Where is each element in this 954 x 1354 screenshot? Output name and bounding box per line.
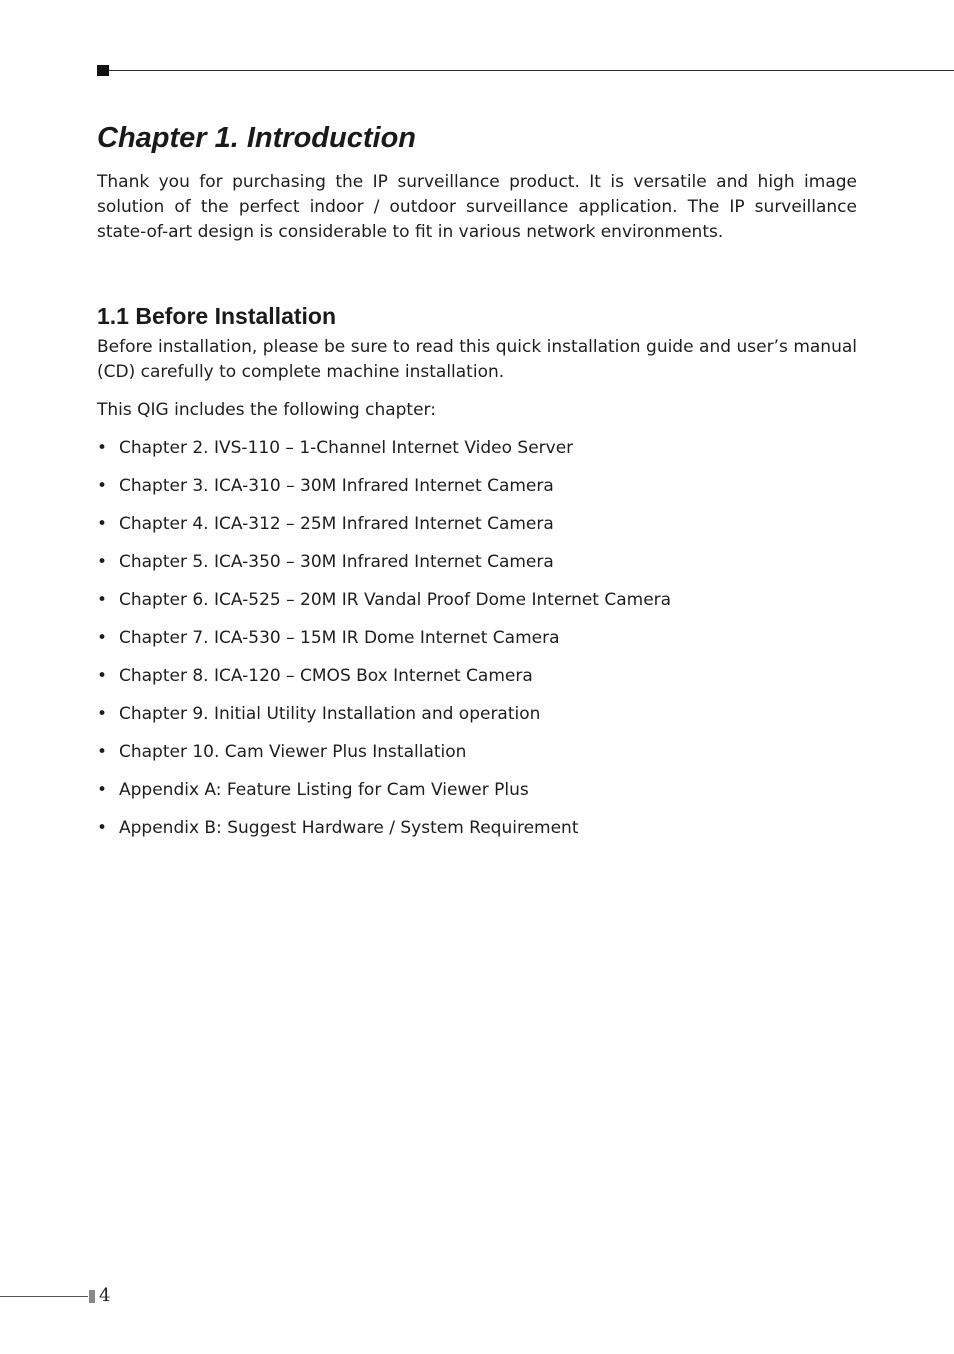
bullet-icon: • — [97, 552, 108, 572]
section-title: 1.1 Before Installation — [97, 303, 337, 329]
bullet-icon: • — [97, 628, 108, 648]
list-item-text: Chapter 5. ICA-350 – 30M Infrared Internet Camera — [119, 552, 554, 572]
list-item — [97, 664, 857, 689]
bullet-icon: • — [97, 590, 108, 610]
chapter-list — [97, 436, 857, 841]
footer-marker — [89, 1290, 95, 1303]
footer-rule — [0, 1296, 88, 1297]
list-item — [97, 588, 857, 613]
bullet-icon: • — [97, 742, 108, 762]
section-paragraph-2: This QIG includes the following chapter: — [97, 400, 436, 420]
page-number: 4 — [99, 1285, 111, 1306]
list-item-text: Appendix A: Feature Listing for Cam Viewer Plus — [119, 780, 529, 800]
list-item — [97, 436, 857, 461]
list-item — [97, 512, 857, 537]
header-rule — [97, 70, 954, 71]
chapter-intro: Thank you for purchasing the IP surveillance product. It is versatile and high image solution of the perfect indoor / outdoor surveillance application. The IP surveillance state-of-art design is considerable to fit in various network environments. — [97, 172, 857, 242]
list-item — [97, 816, 857, 841]
bullet-icon: • — [97, 818, 108, 838]
list-item-text: Chapter 8. ICA-120 – CMOS Box Internet Camera — [119, 666, 533, 686]
bullet-icon: • — [97, 780, 108, 800]
list-item — [97, 474, 857, 499]
list-item-text: Chapter 9. Initial Utility Installation and operation — [119, 704, 541, 724]
bullet-icon: • — [97, 514, 108, 534]
list-item-text: Chapter 6. ICA-525 – 20M IR Vandal Proof Dome Internet Camera — [119, 590, 672, 610]
list-item-text: Chapter 7. ICA-530 – 15M IR Dome Internet Camera — [119, 628, 560, 648]
list-item — [97, 626, 857, 651]
bullet-icon: • — [97, 666, 108, 686]
list-item — [97, 550, 857, 575]
list-item — [97, 702, 857, 727]
list-item-text: Chapter 10. Cam Viewer Plus Installation — [119, 742, 467, 762]
list-item-text: Chapter 3. ICA-310 – 30M Infrared Internet Camera — [119, 476, 554, 496]
list-item — [97, 778, 857, 803]
section-paragraph-1: Before installation, please be sure to read this quick installation guide and user’s manual (CD) carefully to complete machine installation. — [97, 337, 857, 382]
bullet-icon: • — [97, 438, 108, 458]
page-content — [97, 118, 857, 854]
bullet-icon: • — [97, 704, 108, 724]
header-square-marker — [97, 65, 109, 76]
list-item — [97, 740, 857, 765]
list-item-text: Appendix B: Suggest Hardware / System Requirement — [119, 818, 579, 838]
bullet-icon: • — [97, 476, 108, 496]
list-item-text: Chapter 4. ICA-312 – 25M Infrared Internet Camera — [119, 514, 554, 534]
list-item-text: Chapter 2. IVS-110 – 1-Channel Internet Video Server — [119, 438, 574, 458]
chapter-title: Chapter 1. Introduction — [97, 122, 416, 154]
